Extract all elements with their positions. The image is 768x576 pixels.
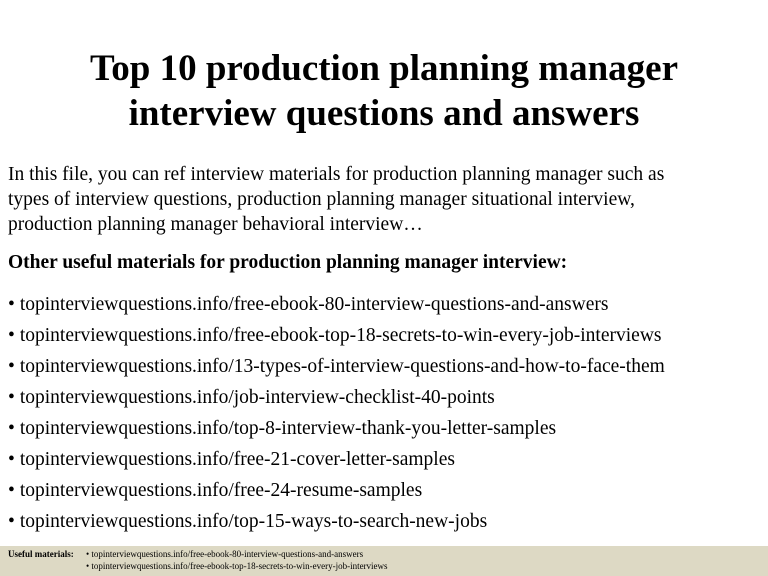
footer-bar (0, 546, 768, 576)
intro-paragraph (8, 162, 760, 237)
bullet-icon: • (8, 356, 15, 377)
material-link[interactable]: topinterviewquestions.info/top-8-interview-thank-you-letter-samples (19, 418, 557, 439)
list-item (8, 444, 760, 475)
material-link[interactable]: topinterviewquestions.info/free-ebook-top-18-secrets-to-win-every-job-interviews (19, 325, 662, 346)
intro-line-3: production planning manager behavioral interview… (8, 214, 423, 235)
footer-label: Useful materials: (8, 549, 74, 559)
list-item (8, 413, 760, 444)
title-line-1: Top 10 production planning manager (89, 48, 679, 89)
list-item (8, 320, 760, 351)
bullet-icon: • (8, 449, 15, 470)
footer-link[interactable]: • topinterviewquestions.info/free-ebook-80-interview-questions-and-answers (86, 549, 364, 559)
bullet-icon: • (8, 480, 15, 501)
title-line-2: interview questions and answers (128, 93, 640, 134)
bullet-icon: • (8, 325, 15, 346)
list-item (8, 289, 760, 320)
list-item (8, 351, 760, 382)
bullet-icon: • (8, 294, 15, 315)
material-link[interactable]: topinterviewquestions.info/13-types-of-interview-questions-and-how-to-face-them (19, 356, 665, 377)
other-materials-heading: Other useful materials for production planning manager interview: (8, 252, 568, 273)
material-link[interactable]: topinterviewquestions.info/free-ebook-80-interview-questions-and-answers (19, 294, 609, 315)
list-item (8, 475, 760, 506)
bullet-icon: • (8, 511, 15, 532)
intro-line-2: types of interview questions, production planning manager situational interview, (8, 189, 635, 210)
list-item (8, 506, 760, 537)
page-title (0, 46, 768, 136)
material-link[interactable]: topinterviewquestions.info/free-24-resume-samples (19, 480, 423, 501)
materials-link-list (8, 289, 760, 537)
list-item (8, 382, 760, 413)
material-link[interactable]: topinterviewquestions.info/job-interview-checklist-40-points (19, 387, 495, 408)
bullet-icon: • (8, 418, 15, 439)
footer-label-text: Useful materials (8, 549, 71, 559)
material-link[interactable]: topinterviewquestions.info/free-21-cover-letter-samples (19, 449, 455, 470)
bullet-icon: • (8, 387, 15, 408)
footer-link[interactable]: • topinterviewquestions.info/free-ebook-top-18-secrets-to-win-every-job-interviews (86, 561, 388, 571)
material-link[interactable]: topinterviewquestions.info/top-15-ways-to-search-new-jobs (19, 511, 488, 532)
intro-line-1: In this file, you can ref interview materials for production planning manager such as (8, 164, 665, 185)
